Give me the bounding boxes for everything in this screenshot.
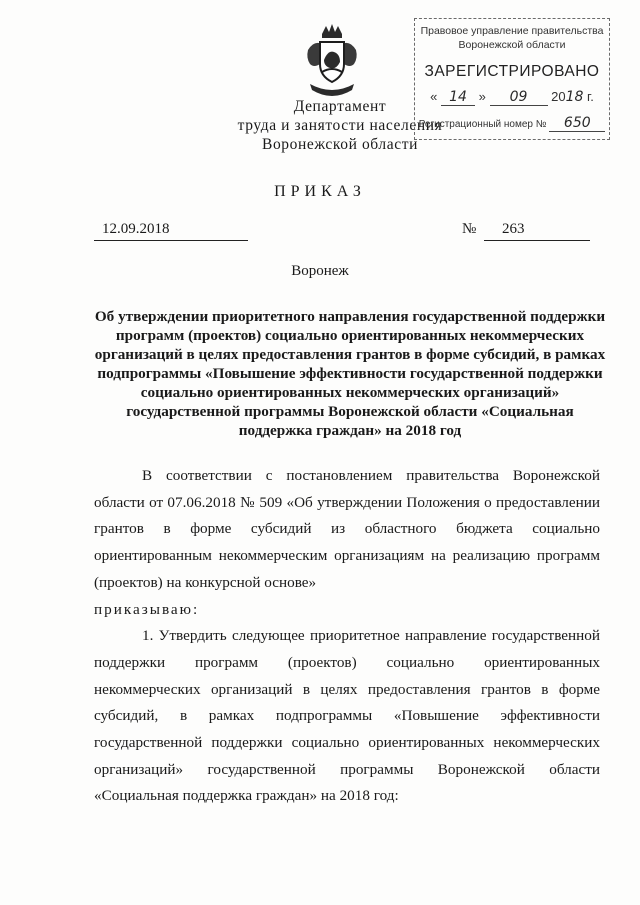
stamp-reg-row [415,115,609,132]
department-name-line2: труда и занятости населения [237,117,443,134]
order-date-field [94,221,248,241]
stamp-date-row: « 14 » 09 2018 г. [430,89,594,105]
preamble-text: В соответствии с постановлением правительства Воронежской области от 07.06.2018 № 509 «Об утверждении Положения о предоставлении грантов в форме субсидий из областного бюджета социально ориентированным некоммерческим организациям на реализацию программ (проектов) на конкурсной основе» [94,467,600,591]
coat-of-arms-emblem [300,20,364,102]
stamp-org-line2: Воронежской области [458,39,566,51]
order-subject-title: Об утверждении приоритетного направления государственной поддержки программ (проектов) социально ориентированных некоммерческих организаций в целях предоставления грантов в форме субсидий, в рамках подпрограммы «Повышение эффективности государственной поддержки социально ориентированных некоммерческих организаций» государственной программы Воронежской области «Социальная поддержка граждан» на 2018 год [94,308,606,439]
order-number: 263 [502,221,525,237]
item-1-text: 1. Утвердить следующее приоритетное направление государственной поддержки программ (проектов) социально ориентированных некоммерческих организаций в целях предоставления грантов в форме субсидий, в рамках подпрограммы «Повышение эффективности государственной поддержки социально ориентированных некоммерческих организаций» государственной программы Воронежской области «Социальная поддержка граждан» на 2018 год: [94,627,600,805]
stamp-date-year-unit: г. [587,89,594,104]
stamp-date-year-prefix: 20 [551,89,566,104]
registration-stamp [414,18,610,140]
stamp-reg-label: Регистрационный номер № [418,119,547,130]
stamp-org-line1: Правовое управление правительства [420,25,604,37]
order-number-field [484,221,590,241]
order-number-label: № [462,221,477,237]
order-city: Воронеж [291,263,349,279]
stamp-reg-number: 650 [549,115,605,132]
stamp-date-day: 14 [441,89,475,106]
order-date: 12.09.2018 [102,221,170,237]
department-name-line3: Воронежской области [262,136,418,153]
stamp-date-year-suffix: 18 [565,89,584,105]
stamp-status: ЗАРЕГИСТРИРОВАНО [424,63,600,80]
order-title: ПРИКАЗ [274,183,366,200]
stamp-date-month: 09 [490,89,548,106]
directive-text: приказываю: [94,600,200,618]
department-name-line1: Департамент [293,98,387,115]
preamble-paragraph [94,463,600,810]
